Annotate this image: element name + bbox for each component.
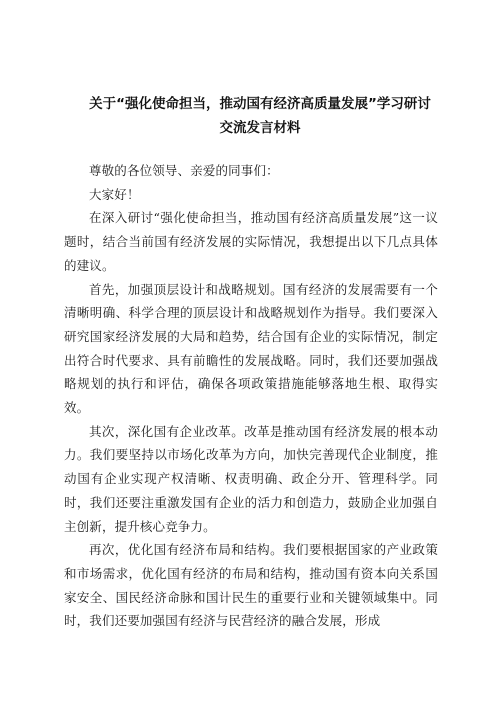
document-title-line-1: 关于“强化使命担当，推动国有经济高质量发展”学习研讨 <box>89 96 431 112</box>
document-title-line-2: 交流发言材料 <box>219 120 301 136</box>
paragraph-third-point: 再次，优化国有经济布局和结构。我们要根据国家的产业政策和市场需求，优化国有经济的布局和结构，推动国有资本向关系国家安全、国民经济命脉和国计民生的重要行业和关键领域集中。同时，我们还要加强国有经济与民营经济的融合发展，形成 <box>64 542 438 629</box>
paragraph-intro: 在深入研讨“强化使命担当，推动国有经济高质量发展”这一议题时，结合当前国有经济发展的实际情况，我想提出以下几点具体的建议。 <box>64 210 438 273</box>
greeting: 大家好！ <box>89 186 140 202</box>
paragraph-first-point: 首先，加强顶层设计和战略规划。国有经济的发展需要有一个清晰明确、科学合理的顶层设计和战略规划作为指导。我们要深入研究国家经济发展的大局和趋势，结合国有企业的实际情况，制定出符合时代要求、具有前瞻性的发展战略。同时，我们还要加强战略规划的执行和评估，确保各项政策措施能够落地生根、取得实效。 <box>64 281 438 416</box>
paragraph-second-point: 其次，深化国有企业改革。改革是推动国有经济发展的根本动力。我们要坚持以市场化改革为方向，加快完善现代企业制度，推动国有企业实现产权清晰、权责明确、政企分开、管理科学。同时，我们还要注重激发国有企业的活力和创造力，鼓励企业加强自主创新，提升核心竞争力。 <box>64 423 438 534</box>
document-body <box>64 159 438 633</box>
salutation: 尊敬的各位领导、亲爱的同事们： <box>89 163 279 178</box>
